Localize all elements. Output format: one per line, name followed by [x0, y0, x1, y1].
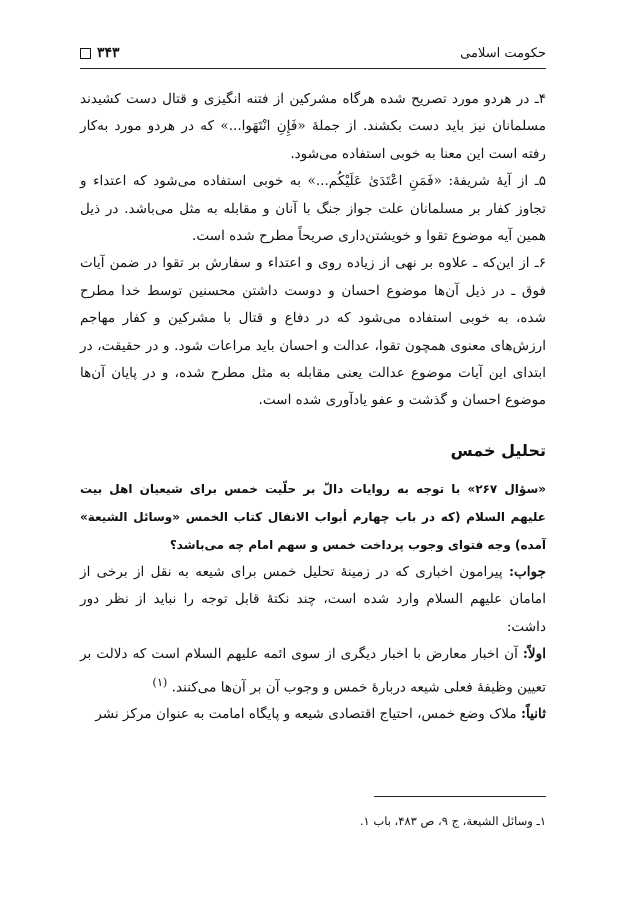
paragraph-4: ۴ـ در هردو مورد تصریح شده هرگاه مشرکین از فتنه انگیزی و قتال دست کشیدند مسلمانان نیز باید دست بکشند. از جملهٔ «فَإِنِ انْتَهَوا...» که در هردو مورد به‌کار رفته است این معنا به خوبی استفاده می‌شود. [80, 91, 546, 162]
answer-text: پیرامون اخباری که در زمینهٔ تحلیل خمس برای شیعه به نقل از برخی از امامان علیهم السلام وارد شده است، چند نکتهٔ قابل توجه را نباید از نظر دور داشت: [80, 563, 546, 635]
first-text: آن اخبار معارض با اخبار دیگری از سوی ائمه علیهم السلام است که دلالت بر تعیین وظیفهٔ فعلی شیعه دربارهٔ خمس و وجوب آن بر آن‌ها می‌کنند. [80, 646, 546, 696]
answer-paragraph [80, 559, 546, 641]
answer-label: جواب: [508, 563, 546, 580]
paragraph-5: ۵ـ از آیهٔ شریفهٔ: «فَمَنِ اعْتَدَىٰ عَلَيْكُم...» به خوبی استفاده می‌شود که اعتداء و تجاوز کفار بر مسلمانان علت جواز جنگ با آنان و مقابله به مثل می‌باشد. در ذیل همین آیه موضوع تقوا و خویشتن‌داری صریحاً مطرح شده است. [80, 173, 546, 245]
paragraph-6: ۶ـ از این‌که ـ علاوه بر نهی از زیاده روی و اعتداء و سفارش بر تقوا در ضمن آیات فوق ـ در ذیل آن‌ها موضوع احسان و دوست داشتن محسنین توسط خدا مطرح شده، به خوبی استفاده می‌شود که در دفاع و قتال با مشرکین و کفار مهاجم ارزش‌های معنوی همچون تقوا، عدالت و احسان باید مراعات شود. و در حقیقت، در ابتدای این آیات موضوع عدالت یعنی مقابله به مثل مطرح شده، و در پایان آن‌ها موضوع احسان و گذشت و عفو یادآوری شده است. [80, 255, 546, 409]
page-header [80, 42, 546, 64]
second-point [80, 701, 546, 728]
body-text [80, 86, 546, 729]
second-label: ثانیاً: [521, 706, 546, 723]
page-number-block [80, 45, 120, 61]
footnote-ref: (۱) [152, 674, 168, 689]
page-number: ۳۴۳ [97, 45, 120, 61]
footnote-rule [374, 796, 546, 797]
footnote: ۱ـ وسائل الشیعة، ج ۹، ص ۴۸۳، باب ۱. [359, 814, 546, 828]
question-267: «سؤال ۲۶۷» با توجه به روایات دالّ بر حلّیت خمس برای شیعیان اهل بیت علیهم السلام (که در باب چهارم أبواب الانفال کتاب الخمس «وسائل الشیعة» آمده) وجه فتوای وجوب پرداخت خمس و سهم امام چه می‌باشد؟ [80, 481, 546, 552]
second-text: ملاک وضع خمس، احتیاج اقتصادی شیعه و پایگاه امامت به عنوان مرکز نشر [95, 706, 517, 723]
first-point [80, 641, 546, 701]
square-icon [80, 48, 91, 59]
section-title: تحلیل خمس [450, 440, 546, 460]
first-label: اولاً: [522, 646, 546, 663]
book-title: حکومت اسلامی [460, 45, 546, 61]
header-rule [80, 68, 546, 69]
